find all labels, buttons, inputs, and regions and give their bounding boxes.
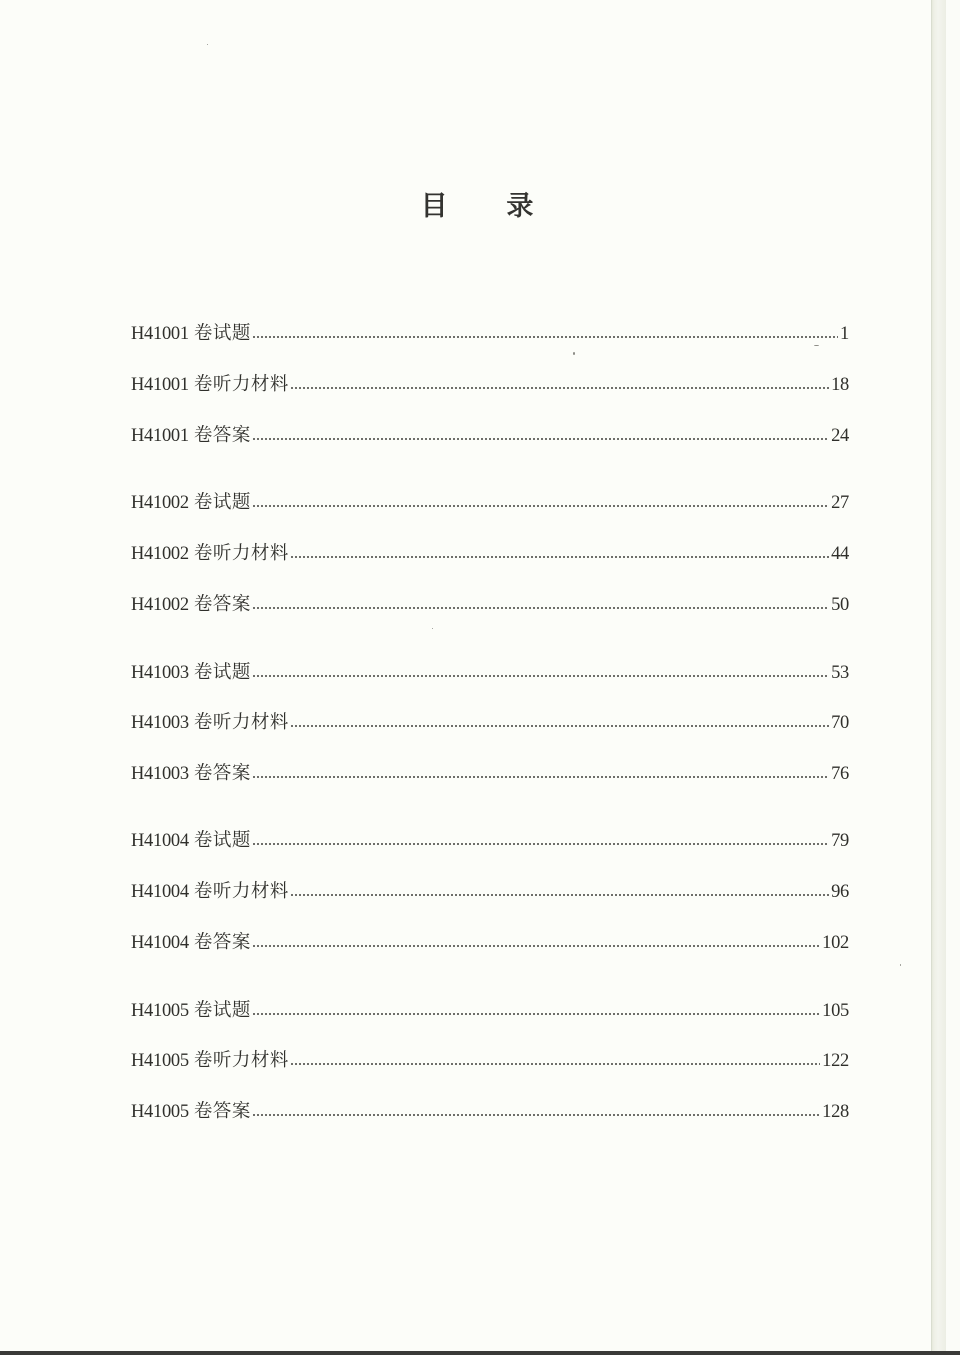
toc-entry-code: H41002	[131, 544, 189, 564]
toc-entry[interactable]	[131, 710, 849, 734]
toc-entry[interactable]	[131, 1048, 849, 1072]
toc-entry-page: 44	[831, 544, 849, 564]
toc-entry-label	[131, 543, 289, 565]
toc-entry[interactable]	[131, 490, 849, 514]
toc-entry-page: 53	[831, 663, 849, 683]
toc-entry[interactable]	[131, 998, 849, 1022]
toc-entry-label	[131, 881, 289, 903]
dot-leader	[252, 1013, 820, 1015]
toc-entry-code: H41001	[131, 426, 189, 446]
toc-entry-page: 96	[831, 882, 849, 902]
dot-leader	[290, 725, 829, 727]
toc-entry[interactable]	[131, 423, 849, 447]
toc-entry[interactable]	[131, 879, 849, 903]
toc-entry-label	[131, 1101, 251, 1123]
dot-leader	[252, 675, 829, 677]
toc-entry-page: 1	[840, 324, 849, 344]
toc-entry-code: H41004	[131, 831, 189, 851]
toc-entry-page: 76	[831, 764, 849, 784]
scan-speck	[207, 44, 208, 45]
toc-entry-label	[131, 374, 289, 396]
toc-entry-title: 卷听力材料	[193, 375, 289, 395]
toc-entry-code: H41002	[131, 595, 189, 615]
dot-leader	[290, 556, 829, 558]
toc-entry[interactable]	[131, 930, 849, 954]
dot-leader	[290, 1063, 820, 1065]
toc-entry-code: H41001	[131, 324, 189, 344]
toc-entry-label	[131, 763, 251, 785]
dot-leader	[252, 607, 829, 609]
toc-entry-page: 27	[831, 493, 849, 513]
toc-entry-title: 卷听力材料	[193, 882, 289, 902]
dot-leader	[252, 336, 838, 338]
toc-entry-code: H41005	[131, 1102, 189, 1122]
toc-entry[interactable]	[131, 1099, 849, 1123]
toc-entry[interactable]	[131, 660, 849, 684]
toc-entry-title: 卷答案	[193, 764, 251, 784]
toc-entry-page: 128	[822, 1102, 849, 1122]
toc-entry-page: 102	[822, 933, 849, 953]
page-title: 目 录	[420, 191, 560, 221]
toc-entry-title: 卷试题	[193, 831, 251, 851]
toc-entry-label	[131, 425, 251, 447]
toc-entry[interactable]	[131, 592, 849, 616]
dot-leader	[252, 1114, 820, 1116]
toc-entry-label	[131, 323, 251, 345]
toc-entry-title: 卷答案	[193, 1102, 251, 1122]
toc-entry-code: H41002	[131, 493, 189, 513]
toc-entry-label	[131, 662, 251, 684]
scan-speck	[573, 352, 575, 355]
toc-entry-code: H41005	[131, 1001, 189, 1021]
toc-entry-title: 卷答案	[193, 933, 251, 953]
toc-entry-page: 122	[822, 1051, 849, 1071]
toc-entry-code: H41003	[131, 663, 189, 683]
toc-entry-title: 卷试题	[193, 663, 251, 683]
toc-entry-title: 卷答案	[193, 426, 251, 446]
toc-entry-page: 105	[822, 1001, 849, 1021]
toc-entry-code: H41004	[131, 882, 189, 902]
toc-entry-label	[131, 830, 251, 852]
toc-entry-code: H41001	[131, 375, 189, 395]
toc-entry-label	[131, 1050, 289, 1072]
toc-entry-title: 卷答案	[193, 595, 251, 615]
dot-leader	[290, 894, 829, 896]
toc-entry-label	[131, 492, 251, 514]
toc-entry-label	[131, 594, 251, 616]
scan-speck	[432, 628, 433, 629]
toc-entry-label	[131, 1000, 251, 1022]
toc-entry-page: 18	[831, 375, 849, 395]
dot-leader	[252, 945, 820, 947]
scan-speck	[814, 345, 819, 346]
toc-entry-title: 卷试题	[193, 324, 251, 344]
toc-entry-title: 卷试题	[193, 493, 251, 513]
toc-entry[interactable]	[131, 372, 849, 396]
toc-entry[interactable]	[131, 761, 849, 785]
toc-entry-title: 卷试题	[193, 1001, 251, 1021]
scan-bottom-edge	[0, 1351, 960, 1355]
toc-entry-page: 50	[831, 595, 849, 615]
toc-entry-page: 79	[831, 831, 849, 851]
dot-leader	[290, 387, 829, 389]
toc-entry-code: H41003	[131, 764, 189, 784]
toc-entry-page: 70	[831, 713, 849, 733]
dot-leader	[252, 843, 829, 845]
toc-entry-title: 卷听力材料	[193, 544, 289, 564]
toc-entry[interactable]	[131, 321, 849, 345]
toc-entry-title: 卷听力材料	[193, 1051, 289, 1071]
dot-leader	[252, 505, 829, 507]
toc-entry[interactable]	[131, 541, 849, 565]
toc-entry-title: 卷听力材料	[193, 713, 289, 733]
toc-entry-label	[131, 932, 251, 954]
toc-entry-page: 24	[831, 426, 849, 446]
toc-entry-code: H41003	[131, 713, 189, 733]
scan-speck	[900, 964, 901, 966]
dot-leader	[252, 438, 829, 440]
toc-entry-label	[131, 712, 289, 734]
dot-leader	[252, 776, 829, 778]
toc-entry[interactable]	[131, 828, 849, 852]
toc-entry-code: H41004	[131, 933, 189, 953]
toc-entry-code: H41005	[131, 1051, 189, 1071]
